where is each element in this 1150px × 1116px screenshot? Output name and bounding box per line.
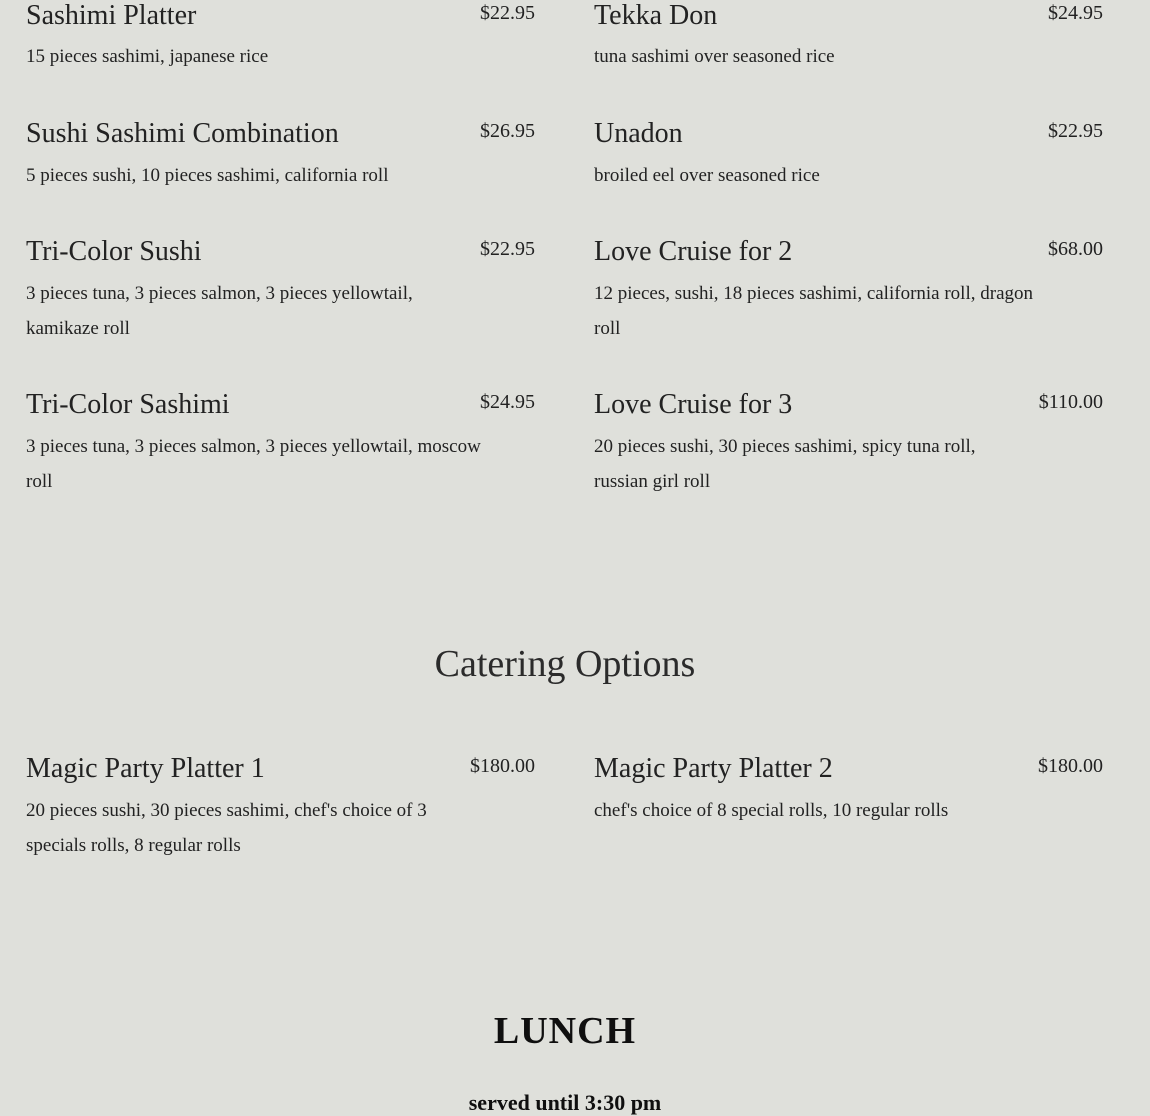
menu-item-description: 20 pieces sushi, 30 pieces sashimi, spicy tuna roll, russian girl roll	[594, 436, 976, 492]
menu-item-price: $24.95	[1048, 2, 1103, 24]
menu-item-name: Sashimi Platter	[26, 0, 197, 31]
menu-item-description: broiled eel over seasoned rice	[594, 165, 820, 186]
menu-item-price: $26.95	[480, 120, 535, 142]
menu-item-name: Tri-Color Sushi	[26, 236, 202, 267]
catering-section-title: Catering Options	[434, 643, 696, 685]
menu-item-name: Love Cruise for 3	[594, 389, 793, 420]
catering-item-name: Magic Party Platter 2	[594, 753, 833, 784]
lunch-section-title: LUNCH	[493, 1010, 637, 1052]
menu-item-name: Sushi Sashimi Combination	[26, 118, 339, 149]
menu-item-description: 12 pieces, sushi, 18 pieces sashimi, california roll, dragon roll	[594, 283, 1034, 339]
lunch-hours: served until 3:30 pm	[468, 1090, 662, 1115]
catering-item-price: $180.00	[470, 755, 535, 777]
catering-item-description: 20 pieces sushi, 30 pieces sashimi, chef's choice of 3 specials rolls, 8 regular rolls	[26, 800, 427, 856]
catering-item-price: $180.00	[1038, 755, 1103, 777]
menu-item-price: $22.95	[480, 2, 535, 24]
catering-item-name: Magic Party Platter 1	[26, 753, 265, 784]
menu-item-name: Tekka Don	[594, 0, 718, 31]
menu-item-price: $24.95	[480, 391, 535, 413]
menu-item-description: 3 pieces tuna, 3 pieces salmon, 3 pieces yellowtail, kamikaze roll	[26, 283, 413, 339]
menu-item-name: Tri-Color Sashimi	[26, 389, 230, 420]
menu-item-price: $68.00	[1048, 238, 1103, 260]
menu-item-price: $22.95	[1048, 120, 1103, 142]
menu-item-description: 5 pieces sushi, 10 pieces sashimi, california roll	[26, 165, 389, 186]
menu-item-description: tuna sashimi over seasoned rice	[594, 46, 835, 67]
menu-item-price: $110.00	[1038, 391, 1103, 413]
menu-item-description: 15 pieces sashimi, japanese rice	[26, 46, 269, 67]
menu-item-name: Love Cruise for 2	[594, 236, 793, 267]
catering-item-description: chef's choice of 8 special rolls, 10 regular rolls	[594, 800, 949, 821]
menu-item-price: $22.95	[480, 238, 535, 260]
menu-item-description: 3 pieces tuna, 3 pieces salmon, 3 pieces yellowtail, moscow roll	[26, 436, 481, 492]
menu-item-name: Unadon	[594, 118, 683, 149]
